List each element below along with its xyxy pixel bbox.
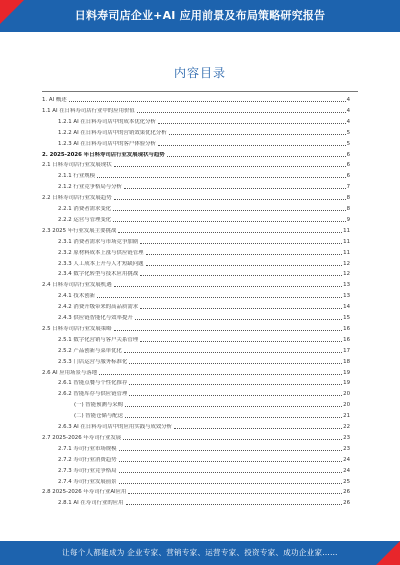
toc-leader-dots bbox=[135, 319, 342, 320]
toc-entry[interactable] bbox=[0, 434, 400, 442]
toc-entry-title: 2.3.2 原材料成本上涨与供应链管理 bbox=[58, 249, 144, 256]
toc-entry-title: 2.1.2 行业竞争格局与分析 bbox=[58, 184, 122, 191]
toc-leader-dots bbox=[129, 395, 342, 396]
toc-entry-title: 2.4.2 消费升级带来的高品质需求 bbox=[58, 304, 139, 311]
toc-entry-page: 6 bbox=[346, 162, 350, 169]
toc-entry-title: 2.5.1 数字化营销与客户关系管理 bbox=[58, 336, 139, 343]
toc-entry-page: 7 bbox=[346, 184, 350, 191]
toc-leader-dots bbox=[146, 265, 343, 266]
toc-entry[interactable] bbox=[0, 129, 400, 137]
toc-entry-page: 25 bbox=[343, 478, 350, 485]
toc-entry-title: 2.7.2 寿司行业消费趋势 bbox=[58, 456, 117, 463]
toc-entry-page: 14 bbox=[343, 304, 350, 311]
toc-leader-dots bbox=[174, 428, 342, 429]
toc-entry-page: 21 bbox=[343, 413, 350, 420]
toc-entry-page: 23 bbox=[343, 434, 350, 441]
toc-entry-page: 13 bbox=[343, 293, 350, 300]
toc-entry-title: 2.3.1 消费者需求与市场竞争加剧 bbox=[58, 238, 139, 245]
toc-entry[interactable] bbox=[0, 303, 400, 311]
toc-entry[interactable] bbox=[0, 172, 400, 180]
toc-entry[interactable] bbox=[0, 325, 400, 333]
toc-entry[interactable] bbox=[0, 456, 400, 464]
toc-entry-page: 24 bbox=[343, 467, 350, 474]
toc-entry-title: 2.1.1 行业规模 bbox=[58, 173, 95, 180]
toc-entry[interactable] bbox=[0, 336, 400, 344]
toc-entry[interactable] bbox=[0, 227, 400, 235]
toc-entry-page: 22 bbox=[343, 424, 350, 430]
toc-entry[interactable] bbox=[0, 478, 400, 486]
toc-entry-page: 16 bbox=[343, 336, 350, 343]
toc-leader-dots bbox=[114, 286, 343, 287]
toc-leader-dots bbox=[167, 156, 346, 157]
toc-entry-title: 2.6.1 智能点餐与个性化推荐 bbox=[58, 380, 128, 387]
toc-entry-page: 19 bbox=[343, 380, 350, 387]
toc-entry-title: (二) 智能仓储与配送 bbox=[74, 413, 124, 420]
toc-entry[interactable] bbox=[0, 118, 400, 126]
toc-entry-title: 1. AI 概述 bbox=[42, 97, 67, 103]
toc-entry-page: 20 bbox=[343, 402, 350, 409]
toc-entry-page: 26 bbox=[343, 489, 350, 496]
toc-entry-page: 8 bbox=[346, 206, 350, 212]
toc-entry-page: 18 bbox=[343, 358, 350, 365]
toc-entry-page: 24 bbox=[343, 456, 350, 463]
toc-entry-title: 1.1 AI 在日料寿司店行业中的应用价值 bbox=[42, 107, 135, 114]
toc-entry-page: 5 bbox=[346, 140, 350, 147]
toc-entry-title: 2.6.2 智能库存与供应链管理 bbox=[58, 391, 128, 398]
toc-leader-dots bbox=[126, 504, 343, 505]
toc-leader-dots bbox=[158, 123, 346, 124]
toc-entry-page: 6 bbox=[346, 151, 350, 158]
footer-bar bbox=[0, 541, 400, 565]
toc-entry-page: 6 bbox=[346, 173, 350, 180]
toc-entry-title: (一) 智能预测与采购 bbox=[74, 402, 124, 409]
toc-leader-dots bbox=[124, 352, 342, 353]
toc-leader-dots bbox=[123, 439, 342, 440]
toc-leader-dots bbox=[129, 363, 342, 364]
toc-leader-dots bbox=[146, 254, 343, 255]
toc-entry-title: 2.5 日料寿司店行业发展策略 bbox=[42, 325, 112, 332]
toc-entry[interactable] bbox=[0, 488, 400, 496]
toc-leader-dots bbox=[125, 406, 342, 407]
toc-entry-page: 15 bbox=[343, 315, 350, 321]
toc-entry-page: 9 bbox=[346, 216, 350, 223]
toc-entry[interactable] bbox=[0, 347, 400, 355]
toc-entry-title: 2.5.3 门店运营与服务标准化 bbox=[58, 358, 128, 365]
toc-entry-title: 1.2.3 AI 在日料寿司店中的客户体验分析 bbox=[58, 140, 156, 147]
toc-entry-page: 4 bbox=[346, 107, 350, 114]
toc-leader-dots bbox=[97, 177, 346, 178]
toc-entry-title: 2.8 2025-2026 年寿司行业AI应用 bbox=[42, 489, 127, 496]
toc-leader-dots bbox=[99, 374, 342, 375]
toc-leader-dots bbox=[125, 417, 342, 418]
toc-entry-page: 16 bbox=[343, 325, 350, 332]
toc-entry-title: 2.2.2 运营与管理变化 bbox=[58, 216, 112, 223]
toc-entry-page: 13 bbox=[343, 282, 350, 289]
toc-entry-title: 2.4 日料寿司店行业发展机遇 bbox=[42, 282, 112, 289]
toc-leader-dots bbox=[140, 341, 342, 342]
toc-entry-page: 23 bbox=[343, 445, 350, 452]
toc-entry-title: 2.7.3 寿司行业竞争格局 bbox=[58, 467, 117, 474]
toc-entry[interactable] bbox=[0, 194, 400, 202]
toc-leader-dots bbox=[119, 472, 343, 473]
toc-entry[interactable] bbox=[0, 292, 400, 300]
toc-entry[interactable] bbox=[0, 96, 400, 104]
toc-leader-dots bbox=[113, 221, 345, 222]
toc-leader-dots bbox=[69, 101, 346, 102]
toc-entry-page: 12 bbox=[343, 271, 350, 278]
toc-leader-dots bbox=[169, 134, 346, 135]
toc-entry-title: 2.7.4 寿司行业发展前景 bbox=[58, 478, 117, 485]
toc-heading: 内容目录 bbox=[173, 66, 226, 80]
toc-entry-page: 17 bbox=[343, 347, 350, 354]
toc-entry[interactable] bbox=[0, 205, 400, 213]
toc-leader-dots bbox=[113, 210, 345, 211]
toc-entry-title: 2.6.3 AI 在日料寿司店中的应用实践与成效分析 bbox=[58, 424, 173, 430]
toc-entry[interactable] bbox=[0, 249, 400, 257]
toc-leader-dots bbox=[114, 199, 346, 200]
toc-entry[interactable] bbox=[0, 260, 400, 268]
toc-leader-dots bbox=[97, 297, 342, 298]
toc-entry[interactable] bbox=[0, 314, 400, 322]
toc-leader-dots bbox=[128, 493, 342, 494]
toc-entry[interactable] bbox=[0, 445, 400, 453]
toc-divider bbox=[42, 91, 358, 92]
toc-entry[interactable] bbox=[0, 238, 400, 246]
toc-entry-title: 1.2.2 AI 在日料寿司店中的营销效果优化分析 bbox=[58, 129, 167, 136]
toc-entry-page: 11 bbox=[343, 238, 350, 245]
toc-entry-page: 11 bbox=[343, 249, 350, 256]
toc-entry[interactable] bbox=[0, 281, 400, 289]
toc-entry-title: 2.6 AI 应用场景与落地 bbox=[42, 369, 98, 376]
report-title: 日料寿司店企业+AI 应用前景及布局策略研究报告 bbox=[74, 9, 326, 22]
toc-leader-dots bbox=[137, 112, 346, 113]
toc-leader-dots bbox=[140, 308, 342, 309]
toc-entry[interactable] bbox=[0, 467, 400, 475]
toc-entry[interactable] bbox=[0, 107, 400, 115]
toc-leader-dots bbox=[119, 461, 343, 462]
toc-leader-dots bbox=[129, 384, 342, 385]
toc-entry-title: 2.3.3 人工成本上升与人才短缺问题 bbox=[58, 260, 144, 267]
toc-entry[interactable] bbox=[0, 369, 400, 377]
toc-entry-page: 19 bbox=[343, 369, 350, 376]
toc-entry-title: 1.2.1 AI 在日料寿司店中的成本优化分析 bbox=[58, 118, 156, 125]
footer-red-corner bbox=[376, 541, 400, 565]
toc-entry[interactable] bbox=[0, 358, 400, 366]
toc-entry-title: 2.2 日料寿司店行业发展趋势 bbox=[42, 195, 112, 202]
toc-entry-title: 2.2.1 消费者需求变化 bbox=[58, 206, 112, 212]
toc-entry[interactable] bbox=[0, 379, 400, 387]
toc-entry[interactable] bbox=[0, 216, 400, 224]
toc-entry[interactable] bbox=[0, 412, 400, 420]
toc-entry-title: 2.4.3 供应链智能化与效率提升 bbox=[58, 315, 133, 321]
toc-entry-title: 2.8.1 AI 在寿司行业的应用 bbox=[58, 500, 124, 507]
toc-leader-dots bbox=[118, 232, 342, 233]
toc-entry-page: 5 bbox=[346, 129, 350, 136]
toc-entry-page: 12 bbox=[343, 260, 350, 267]
toc-entry-page: 4 bbox=[346, 97, 350, 103]
toc-leader-dots bbox=[140, 275, 342, 276]
toc-entry-title: 2.3.4 数字化转型与技术应用挑战 bbox=[58, 271, 139, 278]
toc-entry-title: 2.1 日料寿司店行业发展现状 bbox=[42, 162, 112, 169]
toc-entry[interactable] bbox=[0, 183, 400, 191]
toc-entry[interactable] bbox=[0, 401, 400, 409]
toc-entry-title: 2.3 2025 年行业发展主要挑战 bbox=[42, 227, 117, 234]
report-header-bar bbox=[0, 0, 400, 32]
toc-entry-page: 4 bbox=[346, 118, 350, 125]
toc-leader-dots bbox=[124, 188, 346, 189]
toc-leader-dots bbox=[119, 483, 343, 484]
toc-leader-dots bbox=[114, 330, 343, 331]
toc-entry-title: 2.7.1 寿司行业市场规模 bbox=[58, 445, 117, 452]
toc-leader-dots bbox=[114, 166, 346, 167]
toc-entry[interactable] bbox=[0, 390, 400, 398]
toc-entry[interactable] bbox=[0, 161, 400, 169]
toc-entry-title: 2.5.2 产品创新与菜单优化 bbox=[58, 347, 122, 354]
toc-leader-dots bbox=[140, 243, 342, 244]
toc-entry-title: 2.4.1 技术创新 bbox=[58, 293, 95, 300]
footer-slogan: 让每个人都能成为 企业专家、营销专家、运营专家、投资专家、成功企业家…… bbox=[62, 548, 338, 557]
toc-entry-page: 8 bbox=[346, 195, 350, 202]
toc-entry[interactable] bbox=[0, 423, 400, 431]
toc-entry-page: 26 bbox=[343, 500, 350, 507]
toc-entry-title: 2.7 2025-2026 年寿司行业发展 bbox=[42, 434, 122, 441]
toc-entry-page: 11 bbox=[343, 227, 350, 234]
toc-entry[interactable] bbox=[0, 151, 400, 159]
toc-entry[interactable] bbox=[0, 270, 400, 278]
toc-leader-dots bbox=[119, 450, 343, 451]
toc-entry-page: 20 bbox=[343, 391, 350, 398]
toc-leader-dots bbox=[158, 145, 346, 146]
toc-entry[interactable] bbox=[0, 140, 400, 148]
toc-entry[interactable] bbox=[0, 499, 400, 507]
toc-entry-title: 2. 2025-2026 年日料寿司店行业发展现状与趋势 bbox=[42, 151, 165, 158]
